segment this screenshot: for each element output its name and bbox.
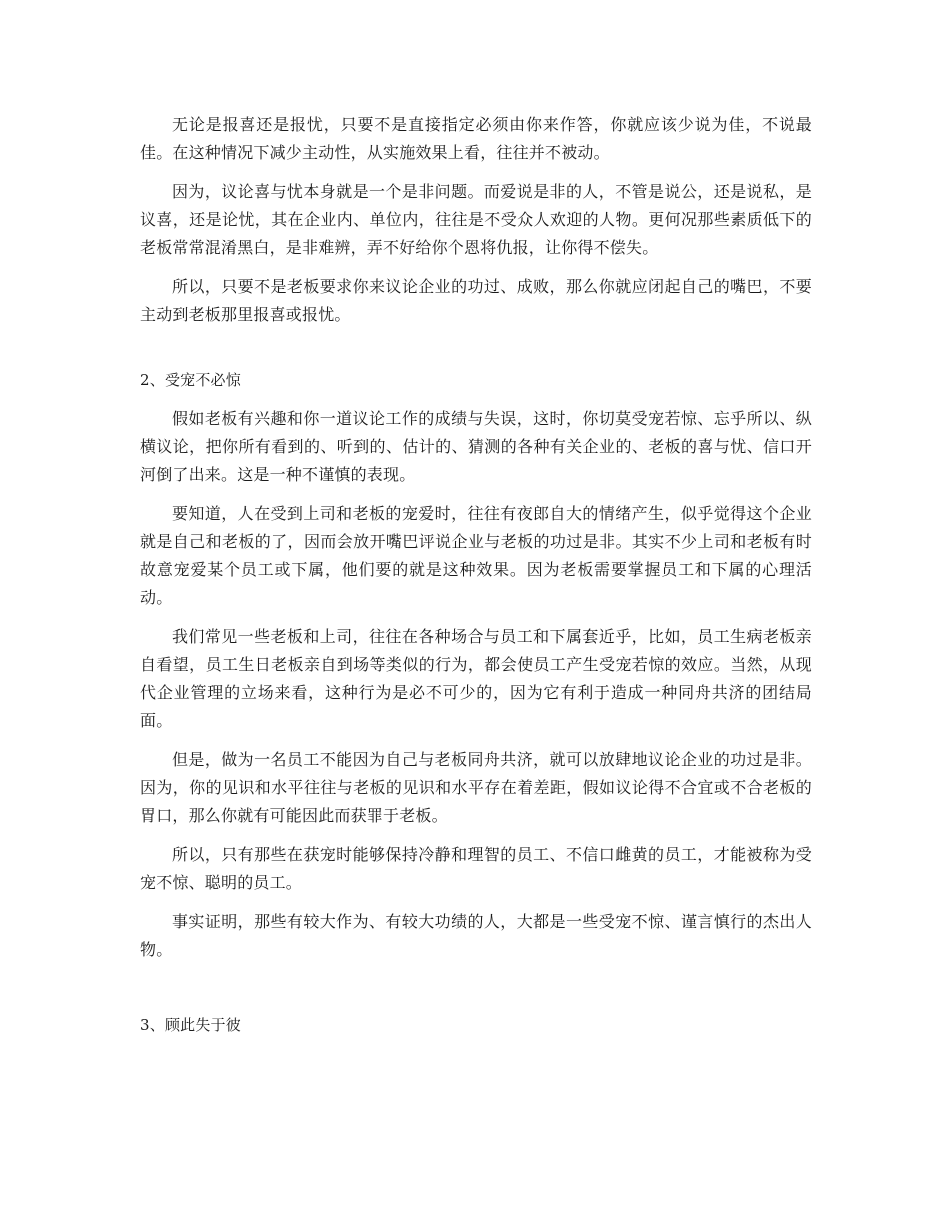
document-body — [140, 111, 812, 1039]
paragraph: 所以，只要不是老板要求你来议论企业的功过、成败，那么你就应闭起自己的嘴巴，不要主动到老板那里报喜或报忧。 — [140, 277, 812, 324]
paragraph: 所以，只有那些在获宠时能够保持冷静和理智的员工、不信口雌黄的员工，才能被称为受宠不惊、聪明的员工。 — [140, 845, 812, 892]
paragraph: 我们常见一些老板和上司，往往在各种场合与员工和下属套近乎，比如，员工生病老板亲自看望，员工生日老板亲自到场等类似的行为，都会使员工产生受宠若惊的效应。当然，从现代企业管理的立场来看，这种行为是必不可少的，因为它有利于造成一种同舟共济的团结局面。 — [140, 627, 812, 730]
paragraph: 要知道，人在受到上司和老板的宠爱时，往往有夜郎自大的情绪产生，似乎觉得这个企业就是自己和老板的了，因而会放开嘴巴评说企业与老板的功过是非。其实不少上司和老板有时故意宠爱某个员工或下属，他们要的就是这种效果。因为老板需要掌握员工和下属的心理活动。 — [140, 504, 812, 607]
paragraph: 但是，做为一名员工不能因为自己与老板同舟共济，就可以放肆地议论企业的功过是非。因为，你的见识和水平往往与老板的见识和水平存在着差距，假如议论得不合宜或不合老板的胃口，那么你就有可能因此而获罪于老板。 — [140, 750, 812, 825]
section-3 — [140, 1011, 812, 1039]
section-heading: 3、顾此失于彼 — [140, 1016, 241, 1034]
section-2 — [140, 366, 812, 964]
section-heading: 2、受宠不必惊 — [140, 371, 241, 389]
paragraph: 因为，议论喜与忧本身就是一个是非问题。而爱说是非的人，不管是说公，还是说私，是议喜，还是论忧，其在企业内、单位内，往往是不受众人欢迎的人物。更何况那些素质低下的老板常常混淆黑白，是非难辨，弄不好给你个恩将仇报，让你得不偿失。 — [140, 182, 812, 257]
section-1 — [140, 111, 812, 329]
paragraph: 事实证明，那些有较大作为、有较大功绩的人，大都是一些受宠不惊、谨言慎行的杰出人物。 — [140, 912, 812, 959]
paragraph: 假如老板有兴趣和你一道议论工作的成绩与失误，这时，你切莫受宠若惊、忘乎所以、纵横议论，把你所有看到的、听到的、估计的、猜测的各种有关企业的、老板的喜与忧、信口开河倒了出来。这是一种不谨慎的表现。 — [140, 409, 812, 484]
paragraph: 无论是报喜还是报忧，只要不是直接指定必须由你来作答，你就应该少说为佳，不说最佳。在这种情况下减少主动性，从实施效果上看，往往并不被动。 — [140, 115, 812, 162]
